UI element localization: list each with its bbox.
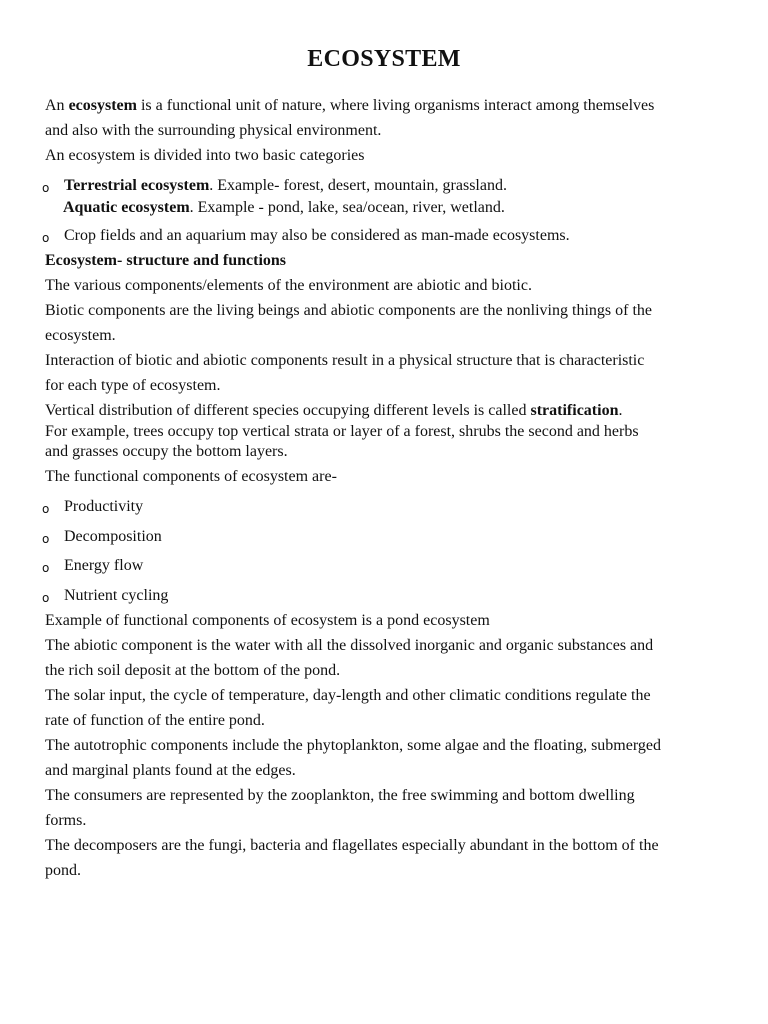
list-item: Decomposition <box>64 528 162 545</box>
pond-line-6: The autotrophic components include the phytoplankton, some algae and the floating, submerged <box>45 737 661 754</box>
term-ecosystem: ecosystem <box>68 97 137 114</box>
intro-text: is a functional unit of nature, where living organisms interact among themselves <box>136 97 655 114</box>
bullet-marker: o <box>42 231 50 245</box>
section-heading: Ecosystem- structure and functions <box>45 252 287 269</box>
list-item: Productivity <box>64 498 144 515</box>
terrestrial-examples: . Example- forest, desert, mountain, grassland. <box>209 177 507 194</box>
category-aquatic <box>63 198 505 218</box>
bullet-marker: o <box>42 591 50 605</box>
structure-line-6: Vertical distribution of different species occupying different levels is called stratification. <box>45 402 623 419</box>
category-terrestrial <box>64 176 507 196</box>
pond-line-10: The decomposers are the fungi, bacteria and flagellates especially abundant in the bottom of the <box>45 837 659 854</box>
term-stratification: stratification <box>530 402 619 419</box>
pond-line-4: The solar input, the cycle of temperature, day-length and other climatic conditions regulate the <box>45 687 651 704</box>
structure-line-9: The functional components of ecosystem are- <box>45 468 337 485</box>
pond-line-1: Example of functional components of ecosystem is a pond ecosystem <box>45 612 490 629</box>
pond-line-11: pond. <box>45 862 81 879</box>
pond-line-8: The consumers are represented by the zooplankton, the free swimming and bottom dwelling <box>45 787 635 804</box>
structure-line-5: for each type of ecosystem. <box>45 377 221 394</box>
structure-line-1: The various components/elements of the environment are abiotic and biotic. <box>45 277 532 294</box>
term-terrestrial: Terrestrial ecosystem <box>64 177 210 194</box>
pond-line-9: forms. <box>45 812 87 829</box>
list-item: Nutrient cycling <box>64 587 169 604</box>
structure-line-4: Interaction of biotic and abiotic components result in a physical structure that is characteristic <box>45 352 645 369</box>
pond-line-2: The abiotic component is the water with all the dissolved inorganic and organic substances and <box>45 637 654 654</box>
category-manmade: Crop fields and an aquarium may also be considered as man-made ecosystems. <box>64 227 570 244</box>
aquatic-examples: . Example - pond, lake, sea/ocean, river, wetland. <box>189 199 505 216</box>
structure-line-2: Biotic components are the living beings and abiotic components are the nonliving things of the <box>45 302 652 319</box>
intro-line-2: and also with the surrounding physical environment. <box>45 122 382 139</box>
intro-text: An <box>45 97 69 114</box>
page-title: ECOSYSTEM <box>307 46 461 72</box>
structure-line-3: ecosystem. <box>45 327 116 344</box>
pond-line-3: the rich soil deposit at the bottom of the pond. <box>45 662 341 679</box>
bullet-marker: o <box>42 502 50 516</box>
pond-line-5: rate of function of the entire pond. <box>45 712 265 729</box>
bullet-marker: o <box>42 181 50 195</box>
intro-line-1 <box>45 96 654 116</box>
pond-line-7: and marginal plants found at the edges. <box>45 762 296 779</box>
intro-line-3: An ecosystem is divided into two basic categories <box>45 147 365 164</box>
bullet-marker: o <box>42 561 50 575</box>
bullet-marker: o <box>42 532 50 546</box>
term-aquatic: Aquatic ecosystem <box>63 199 190 216</box>
structure-line-7: For example, trees occupy top vertical strata or layer of a forest, shrubs the second and herbs <box>45 423 639 440</box>
list-item: Energy flow <box>64 557 144 574</box>
structure-line-8: and grasses occupy the bottom layers. <box>45 443 288 460</box>
